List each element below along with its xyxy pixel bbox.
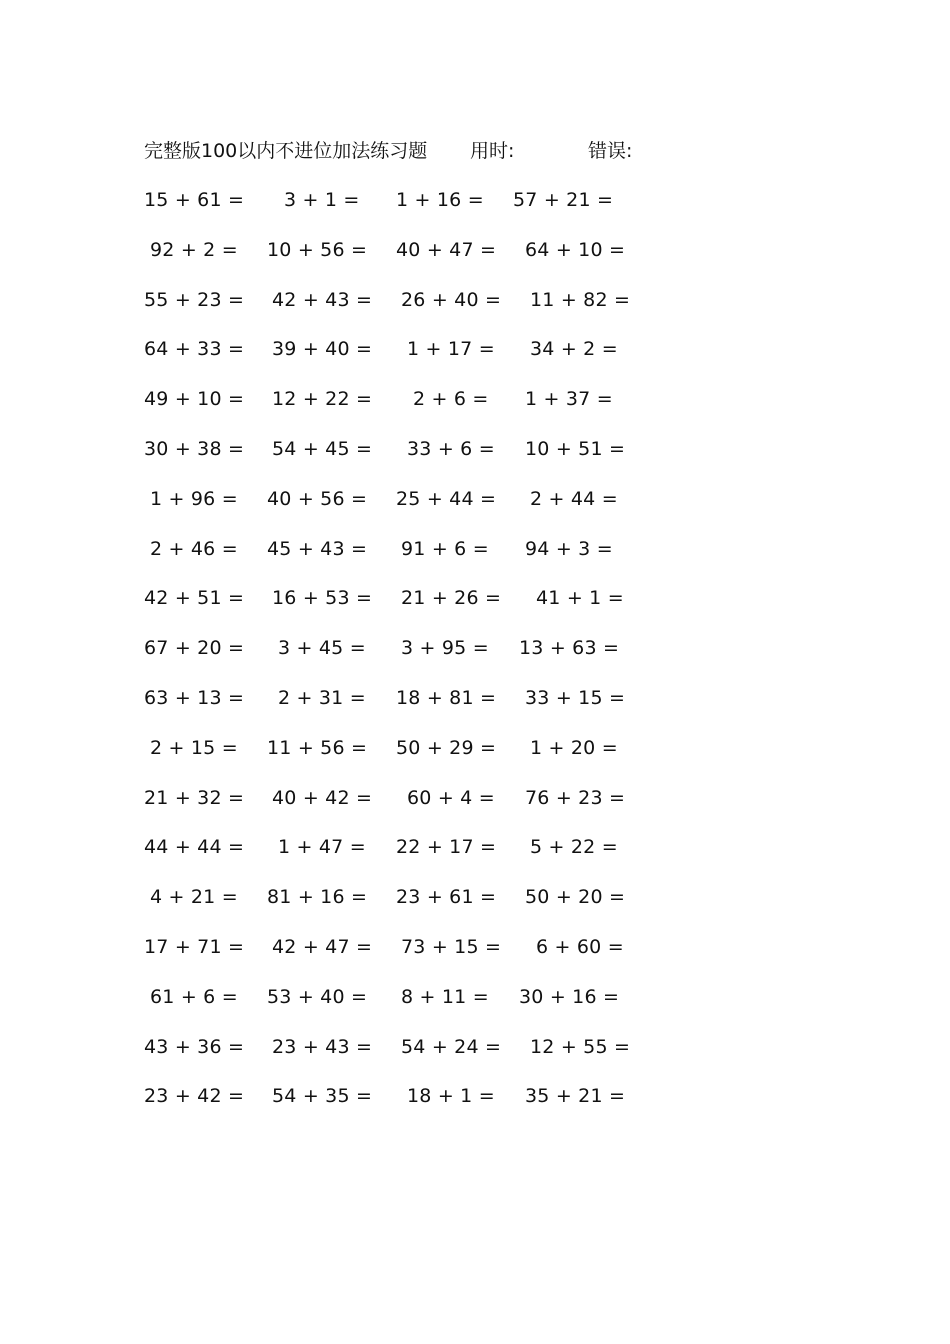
problem-item: 39 + 40 =	[272, 338, 373, 361]
problem-row	[0, 733, 950, 783]
problem-item: 2 + 6 =	[413, 388, 489, 411]
problem-item: 23 + 61 =	[396, 886, 497, 909]
problem-row	[0, 982, 950, 1032]
problem-item: 12 + 22 =	[272, 388, 373, 411]
problem-row	[0, 185, 950, 235]
problem-item: 91 + 6 =	[401, 537, 489, 560]
problem-item: 25 + 44 =	[396, 487, 497, 510]
problem-item: 35 + 21 =	[525, 1085, 626, 1108]
problem-item: 30 + 16 =	[519, 985, 620, 1008]
problem-item: 10 + 51 =	[525, 437, 626, 460]
problem-item: 63 + 13 =	[144, 686, 245, 709]
problem-item: 40 + 47 =	[396, 238, 497, 261]
problem-item: 4 + 21 =	[150, 886, 238, 909]
problem-item: 43 + 36 =	[144, 1035, 245, 1058]
problem-item: 12 + 55 =	[530, 1035, 631, 1058]
problem-item: 23 + 42 =	[144, 1085, 245, 1108]
problem-item: 3 + 45 =	[278, 637, 366, 660]
problem-row	[0, 932, 950, 982]
problem-row	[0, 285, 950, 335]
problem-row	[0, 783, 950, 833]
time-label: 用时:	[470, 140, 515, 162]
problem-item: 44 + 44 =	[144, 836, 245, 859]
problem-item: 1 + 37 =	[525, 388, 613, 411]
problem-item: 21 + 26 =	[401, 587, 502, 610]
problem-item: 60 + 4 =	[407, 786, 495, 809]
problem-item: 49 + 10 =	[144, 388, 245, 411]
problem-item: 8 + 11 =	[401, 985, 489, 1008]
problem-item: 2 + 46 =	[150, 537, 238, 560]
error-label: 错误:	[588, 140, 633, 162]
problem-item: 64 + 10 =	[525, 238, 626, 261]
problem-item: 17 + 71 =	[144, 935, 245, 958]
problem-grid	[0, 185, 950, 1131]
problem-item: 34 + 2 =	[530, 338, 618, 361]
problem-item: 53 + 40 =	[267, 985, 368, 1008]
problem-item: 50 + 29 =	[396, 736, 497, 759]
problem-item: 1 + 16 =	[396, 189, 484, 211]
problem-item: 2 + 44 =	[530, 487, 618, 510]
problem-item: 54 + 24 =	[401, 1035, 502, 1058]
problem-item: 16 + 53 =	[272, 587, 373, 610]
problem-item: 3 + 95 =	[401, 637, 489, 660]
problem-item: 6 + 60 =	[536, 935, 624, 958]
problem-item: 54 + 35 =	[272, 1085, 373, 1108]
problem-row	[0, 1032, 950, 1082]
problem-item: 61 + 6 =	[150, 985, 238, 1008]
problem-item: 1 + 20 =	[530, 736, 618, 759]
problem-item: 11 + 82 =	[530, 288, 631, 311]
problem-item: 64 + 33 =	[144, 338, 245, 361]
problem-item: 40 + 56 =	[267, 487, 368, 510]
problem-item: 1 + 96 =	[150, 487, 238, 510]
problem-row	[0, 633, 950, 683]
problem-item: 33 + 6 =	[407, 437, 495, 460]
problem-item: 5 + 22 =	[530, 836, 618, 859]
problem-item: 22 + 17 =	[396, 836, 497, 859]
problem-item: 2 + 31 =	[278, 686, 366, 709]
problem-item: 10 + 56 =	[267, 238, 368, 261]
problem-item: 15 + 61 =	[144, 189, 245, 211]
problem-item: 81 + 16 =	[267, 886, 368, 909]
problem-item: 55 + 23 =	[144, 288, 245, 311]
problem-row	[0, 882, 950, 932]
problem-item: 3 + 1 =	[284, 189, 360, 211]
problem-item: 1 + 47 =	[278, 836, 366, 859]
problem-item: 26 + 40 =	[401, 288, 502, 311]
problem-item: 73 + 15 =	[401, 935, 502, 958]
problem-item: 76 + 23 =	[525, 786, 626, 809]
problem-item: 40 + 42 =	[272, 786, 373, 809]
problem-item: 18 + 81 =	[396, 686, 497, 709]
problem-item: 45 + 43 =	[267, 537, 368, 560]
problem-row	[0, 534, 950, 584]
problem-item: 18 + 1 =	[407, 1085, 495, 1108]
problem-row	[0, 832, 950, 882]
problem-item: 42 + 47 =	[272, 935, 373, 958]
problem-row	[0, 384, 950, 434]
problem-item: 1 + 17 =	[407, 338, 495, 361]
page-title: 完整版100以内不进位加法练习题	[144, 140, 428, 162]
problem-item: 2 + 15 =	[150, 736, 238, 759]
problem-item: 67 + 20 =	[144, 637, 245, 660]
problem-item: 13 + 63 =	[519, 637, 620, 660]
problem-item: 42 + 43 =	[272, 288, 373, 311]
problem-item: 50 + 20 =	[525, 886, 626, 909]
problem-row	[0, 484, 950, 534]
problem-item: 33 + 15 =	[525, 686, 626, 709]
problem-item: 21 + 32 =	[144, 786, 245, 809]
problem-row	[0, 683, 950, 733]
problem-item: 57 + 21 =	[513, 189, 614, 211]
problem-row	[0, 434, 950, 484]
problem-item: 11 + 56 =	[267, 736, 368, 759]
problem-item: 42 + 51 =	[144, 587, 245, 610]
problem-item: 30 + 38 =	[144, 437, 245, 460]
problem-item: 23 + 43 =	[272, 1035, 373, 1058]
problem-item: 94 + 3 =	[525, 537, 613, 560]
problem-row	[0, 334, 950, 384]
problem-item: 54 + 45 =	[272, 437, 373, 460]
problem-row	[0, 235, 950, 285]
problem-item: 92 + 2 =	[150, 238, 238, 261]
problem-item: 41 + 1 =	[536, 587, 624, 610]
problem-row	[0, 1081, 950, 1131]
problem-row	[0, 583, 950, 633]
